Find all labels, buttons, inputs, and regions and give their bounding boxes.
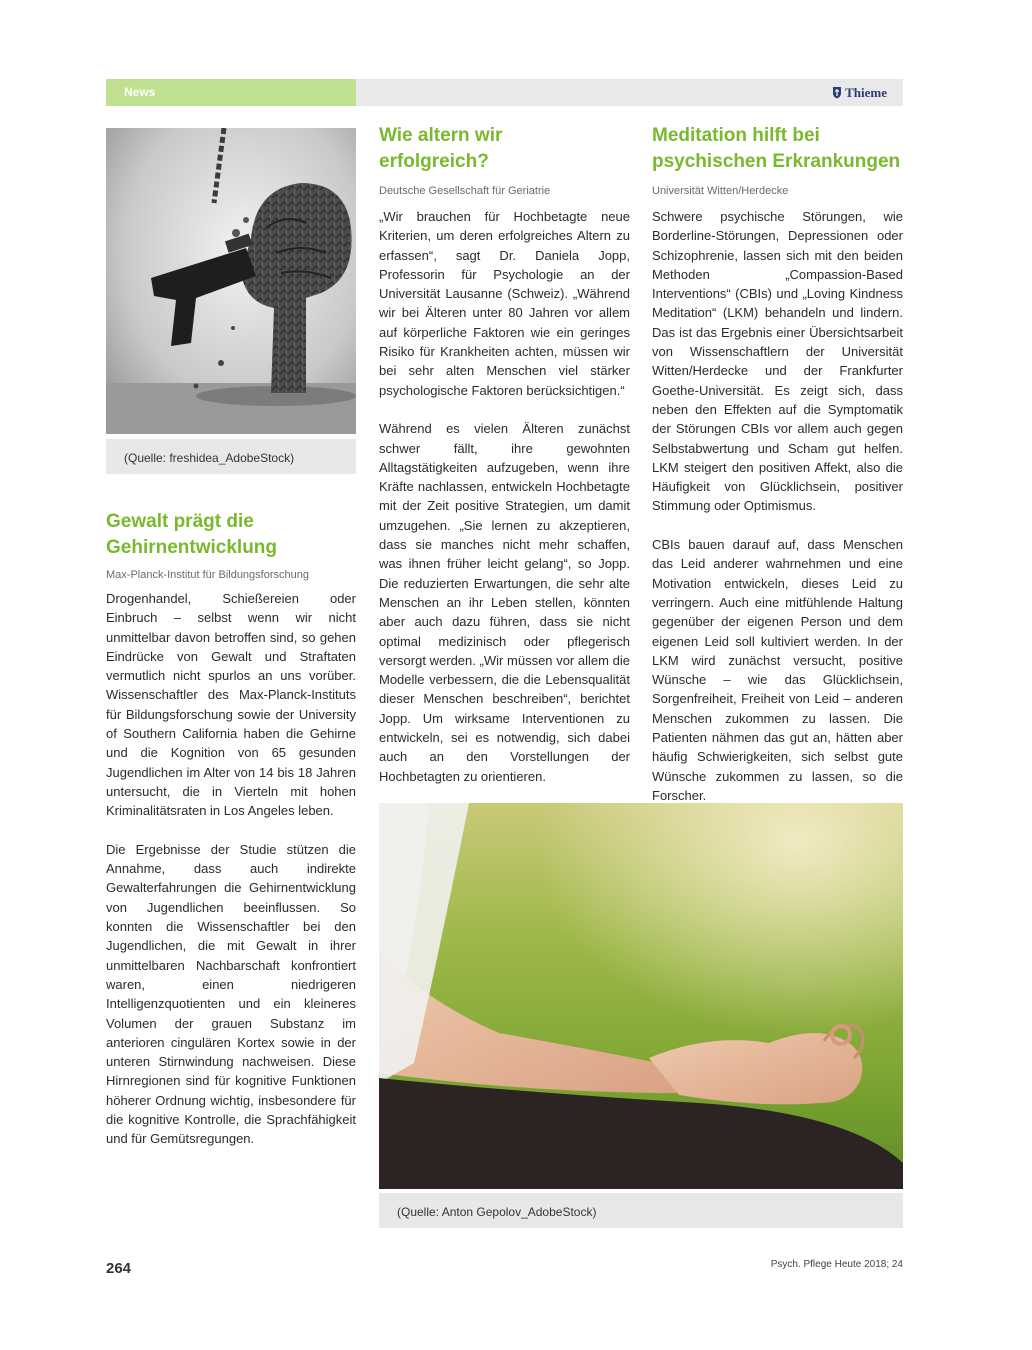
thieme-shield-icon [832,86,842,99]
article-paragraph: Während es vielen Älteren zunächst schwer fällt, ihre gewohnten Alltagstätigkeiten aufzugeben, wenn ihre Kräfte nachlassen, entwickeln Hochbetagte mit der Zeit positive Strategien, um damit umzugehen. „Sie lernen zu akzeptieren, dass sie manches nicht mehr schaffen, was ihnen früher leicht gelang“, so Jopp. Die reduzierten Erwartungen, die sehr alte Menschen an ihr Leben stellen, könnten aber auch dazu führen, dass sie nicht optimal medizinisch oder pflegerisch versorgt werden. „Wir müssen vor allem die Modelle verbessern, die die Lebensqualität dieser Menschen beschreiben“, berichtet Jopp. Um wirksame Interventionen zu entwickeln, sei es notwendig, sich dabei auch an den Vorstellungen der Hochbetagten zu orientieren. [379,421,630,784]
caption-text: (Quelle: Anton Gepolov_AdobeStock) [397,1205,597,1219]
article-paragraph: Drogenhandel, Schießereien oder Einbruch – selbst wenn wir nicht unmittelbar davon betroffen sind, so gehen Eindrücke von Gewalt und Straftaten vermutlich nicht spurlos an uns vorüber. Wissenschaftler des Max-Planck-Instituts für Bildungsforschung sowie der University of Southern California haben die Gehirne und die Kognition von 65 gesunden Jugendlichen im Alter von 14 bis 18 Jahren untersucht, die in Vierteln mit hohen Kriminalitätsraten in Los Angeles leben. [106,591,356,819]
article-meditation [652,123,903,805]
headline-line-2: Gehirnentwicklung [106,537,278,558]
meditation-image-caption [379,1193,903,1228]
headline-line-1: Wie altern wir [379,125,503,146]
article-source: Deutsche Gesellschaft für Geriatrie [379,185,551,197]
article-body [106,589,356,1149]
publisher-name: Thieme [845,85,887,100]
meditation-photo [379,803,903,1189]
headline-line-1: Meditation hilft bei [652,125,820,146]
headline-line-2: erfolgreich? [379,151,489,172]
journal-citation: Psych. Pflege Heute 2018; 24 [770,1259,903,1270]
header-bar [106,79,903,106]
article-headline [106,509,356,561]
article-body [652,207,903,805]
article-gewalt [106,509,356,1149]
article-paragraph: CBIs bauen darauf auf, dass Menschen das Leid anderer wahrnehmen und eine Motivation entwickeln, dieses Leid zu verringern. Auch eine mitfühlende Haltung gegenüber der eigenen Person und dem eigenen Leid soll kultiviert werden. In der LKM wird zunächst versucht, positive Wünsche – wie das Glücklichsein, Sorgenfreiheit, Freiheit von Leid – anderen Menschen zukommen zu lassen. Die Patienten nähmen das gut an, hätten aber häufig Schwierigkeiten, sich selbst gute Wünsche zukommen zu lassen, so die Forscher. [652,537,903,803]
article-body [379,207,630,786]
brain-image [106,128,356,434]
brain-gun-illustration [106,128,356,434]
article-paragraph: Schwere psychische Störungen, wie Borderline-Störungen, Depressionen oder Schizophrenie, lassen sich mit den beiden Methoden „Compassion-Based Interventions“ (CBIs) und „Loving Kindness Meditation“ (LKM) behandeln und lindern. Das ist das Ergebnis einer Übersichtsarbeit von Wissenschaftlern der Universität Witten/Herdecke und der Frankfurter Goethe-Universität. Es zeigt sich, dass neben den Effekten auf die Symptomatik der Störungen CBIs vor allem auch gegen Selbstabwertung und Scham gut helfen. LKM steigert den positiven Affekt, also die Häufigkeit von Glücklichsein, positiver Stimmung oder Optimismus. [652,209,903,514]
headline-line-2: psychischen Erkrankungen [652,151,901,172]
publisher-logo [832,79,887,106]
article-headline [652,123,903,175]
headline-line-1: Gewalt prägt die [106,511,254,532]
article-headline [379,123,630,175]
brain-image-caption [106,439,356,474]
article-altern [379,123,630,786]
article-paragraph: „Wir brauchen für Hochbetagte neue Kriterien, um deren erfolgreiches Altern zu erfassen“, sagt Dr. Daniela Jopp, Professorin für Psychologie an der Universität Lausanne (Schweiz). „Während wir bei Älteren unter 80 Jahren vor allem auf körperliche Faktoren wie ein geringes Risiko für Krankheiten achten, müssen wir bei sehr alten Menschen viel stärker psychologische Faktoren berücksichtigen.“ [379,209,630,398]
caption-text: (Quelle: freshidea_AdobeStock) [124,451,295,465]
article-paragraph: Die Ergebnisse der Studie stützen die Annahme, dass auch indirekte Gewalterfahrungen die Gehirnentwicklung von Jugendlichen beeinflussen. So konnten die Wissenschaftler bei den Jugendlichen, die mit Gewalt in ihrer unmittelbaren Nachbarschaft konfrontiert waren, einen niedrigeren Intelligenzquotienten und ein kleineres Volumen der grauen Substanz im anterioren cingulären Kortex sowie in der unteren Stirnwindung nachweisen. Diese Hirnregionen sind für kognitive Funktionen höherer Ordnung wichtig, insbesondere für die kognitive Kontrolle, die Sprachfähigkeit und für Gemütsregungen. [106,841,356,1147]
page-number: 264 [106,1260,132,1277]
meditation-image [379,803,903,1189]
section-label: News [106,79,356,106]
article-source: Universität Witten/Herdecke [652,185,789,197]
article-source: Max-Planck-Institut für Bildungsforschung [106,569,309,581]
